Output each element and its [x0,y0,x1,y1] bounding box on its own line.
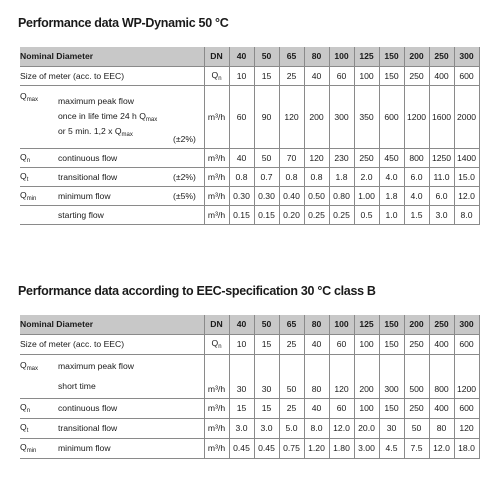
qmax-symbol: $Q_{max}$ [20,85,58,148]
cell: 150 [379,66,404,85]
size-row-symbol: $Q_n$ [204,66,229,85]
cell: 10 [229,66,254,85]
cell: 1.8 [329,167,354,186]
cell: 1400 [454,148,479,167]
qmin-label: minimum flow [58,186,173,205]
cell: 2000 [454,85,479,148]
qmax-description: maximum peak flow short time [58,354,204,398]
cell: 0.8 [229,167,254,186]
qmax-tolerance: (±2%) [173,85,204,148]
cell: 5.0 [279,418,304,438]
qt-tolerance: (±2%) [173,167,204,186]
start-unit: m³/h [204,205,229,224]
table-row [20,398,479,418]
qt-label: transitional flow [58,418,204,438]
header-unit: DN [204,47,229,66]
cell: 0.25 [329,205,354,224]
header-value: 65 [279,47,304,66]
qn-label: continuous flow [58,148,173,167]
table-row [20,438,479,458]
performance-table-wp-dynamic [20,47,479,225]
size-row-label: Size of meter (acc. to EEC) [20,334,204,354]
cell: 120 [304,148,329,167]
cell: 0.45 [229,438,254,458]
cell: 250 [404,398,429,418]
cell: 0.30 [229,186,254,205]
cell: 30 [379,418,404,438]
cell: 200 [354,354,379,398]
cell: 250 [404,66,429,85]
qmin-tolerance: (±5%) [173,186,204,205]
cell: 3.0 [229,418,254,438]
cell: 18.0 [454,438,479,458]
table-row [20,167,479,186]
cell: 25 [279,66,304,85]
table-row [20,85,479,148]
cell: 40 [304,398,329,418]
cell: 7.5 [404,438,429,458]
cell: 8.0 [454,205,479,224]
header-value: 250 [429,47,454,66]
cell: 3.0 [429,205,454,224]
cell: 0.30 [254,186,279,205]
cell: 3.00 [354,438,379,458]
header-value: 50 [254,315,279,334]
cell: 120 [454,418,479,438]
cell: 230 [329,148,354,167]
header-value: 125 [354,315,379,334]
cell: 4.0 [379,167,404,186]
cell: 60 [229,85,254,148]
qt-unit: m³/h [204,418,229,438]
cell: 15 [229,398,254,418]
cell: 0.50 [304,186,329,205]
header-value: 50 [254,47,279,66]
cell: 0.45 [254,438,279,458]
qt-unit: m³/h [204,167,229,186]
cell: 800 [429,354,454,398]
cell: 3.0 [254,418,279,438]
header-unit: DN [204,315,229,334]
table-row [20,418,479,438]
cell: 20.0 [354,418,379,438]
qt-symbol: $Q_t$ [20,167,58,186]
cell: 30 [229,354,254,398]
cell: 4.0 [404,186,429,205]
cell: 30 [254,354,279,398]
cell: 0.80 [329,186,354,205]
header-value: 80 [304,47,329,66]
header-value: 80 [304,315,329,334]
header-value: 100 [329,315,354,334]
cell: 1.8 [379,186,404,205]
cell: 0.5 [354,205,379,224]
cell: 1.20 [304,438,329,458]
table-header-row [20,315,479,334]
cell: 0.7 [254,167,279,186]
header-value: 250 [429,315,454,334]
header-value: 65 [279,315,304,334]
cell: 80 [304,354,329,398]
qmax-description: maximum peak flow once in life time 24 h $Q_{max}$ or 5 min. 1,2 x $Q_{max}$ [58,85,173,148]
cell: 0.8 [279,167,304,186]
size-row-symbol: $Q_n$ [204,334,229,354]
cell: 60 [329,66,354,85]
cell: 15.0 [454,167,479,186]
qmax-unit: m³/h [204,85,229,148]
cell: 12.0 [429,438,454,458]
qn-unit: m³/h [204,398,229,418]
qn-label: continuous flow [58,398,204,418]
cell: 100 [354,334,379,354]
cell: 4.5 [379,438,404,458]
cell: 60 [329,398,354,418]
table-header-row [20,47,479,66]
cell: 15 [254,398,279,418]
cell: 1600 [429,85,454,148]
cell: 15 [254,334,279,354]
header-value: 200 [404,315,429,334]
cell: 450 [379,148,404,167]
cell: 1250 [429,148,454,167]
cell: 0.15 [254,205,279,224]
cell: 1.0 [379,205,404,224]
header-value: 100 [329,47,354,66]
cell: 80 [429,418,454,438]
cell: 120 [329,354,354,398]
table-row [20,148,479,167]
header-value: 200 [404,47,429,66]
header-value: 40 [229,47,254,66]
qn-unit: m³/h [204,148,229,167]
cell: 350 [354,85,379,148]
cell: 600 [454,334,479,354]
cell: 800 [404,148,429,167]
qn-symbol: $Q_n$ [20,398,58,418]
header-value: 125 [354,47,379,66]
cell: 0.20 [279,205,304,224]
cell: 90 [254,85,279,148]
cell: 100 [354,66,379,85]
cell: 6.0 [404,167,429,186]
qt-label: transitional flow [58,167,173,186]
qmin-label: minimum flow [58,438,204,458]
cell: 15 [254,66,279,85]
cell: 6.0 [429,186,454,205]
table1-title: Performance data WP-Dynamic 50 °C [18,16,229,30]
cell: 1.80 [329,438,354,458]
cell: 50 [254,148,279,167]
cell: 600 [454,66,479,85]
cell: 300 [329,85,354,148]
cell: 0.75 [279,438,304,458]
table-row [20,66,479,85]
cell: 150 [379,334,404,354]
cell: 2.0 [354,167,379,186]
table-row [20,334,479,354]
cell: 250 [404,334,429,354]
cell: 40 [304,334,329,354]
cell: 40 [304,66,329,85]
performance-table-eec [20,315,479,459]
cell: 25 [279,398,304,418]
qmax-unit: m³/h [204,354,229,398]
cell: 100 [354,398,379,418]
qmax-symbol: $Q_{max}$ [20,354,58,398]
cell: 1200 [454,354,479,398]
cell: 0.25 [304,205,329,224]
table-row [20,186,479,205]
qn-symbol: $Q_n$ [20,148,58,167]
cell: 500 [404,354,429,398]
cell: 40 [229,148,254,167]
cell: 120 [279,85,304,148]
table2-title: Performance data according to EEC-specification 30 °C class B [18,284,376,298]
cell: 600 [454,398,479,418]
cell: 150 [379,398,404,418]
header-label: Nominal Diameter [20,47,204,66]
cell: 600 [379,85,404,148]
cell: 1.00 [354,186,379,205]
qmin-symbol: $Q_{min}$ [20,186,58,205]
cell: 400 [429,334,454,354]
header-value: 150 [379,47,404,66]
cell: 400 [429,398,454,418]
cell: 1.5 [404,205,429,224]
cell: 12.0 [329,418,354,438]
cell: 8.0 [304,418,329,438]
cell: 0.15 [229,205,254,224]
cell: 70 [279,148,304,167]
cell: 0.40 [279,186,304,205]
cell: 250 [354,148,379,167]
cell: 300 [379,354,404,398]
header-value: 150 [379,315,404,334]
cell: 50 [404,418,429,438]
cell: 50 [279,354,304,398]
size-row-label: Size of meter (acc. to EEC) [20,66,204,85]
header-label: Nominal Diameter [20,315,204,334]
header-value: 300 [454,47,479,66]
qmin-unit: m³/h [204,186,229,205]
cell: 12.0 [454,186,479,205]
qn-tolerance [173,148,204,167]
table-row [20,205,479,224]
header-value: 40 [229,315,254,334]
cell: 10 [229,334,254,354]
cell: 1200 [404,85,429,148]
start-label: starting flow [58,205,204,224]
qmin-unit: m³/h [204,438,229,458]
qmin-symbol: $Q_{min}$ [20,438,58,458]
table-row [20,354,479,398]
cell: 60 [329,334,354,354]
cell: 400 [429,66,454,85]
cell: 0.8 [304,167,329,186]
cell: 11.0 [429,167,454,186]
header-value: 300 [454,315,479,334]
cell: 25 [279,334,304,354]
start-symbol [20,205,58,224]
cell: 200 [304,85,329,148]
qt-symbol: $Q_t$ [20,418,58,438]
